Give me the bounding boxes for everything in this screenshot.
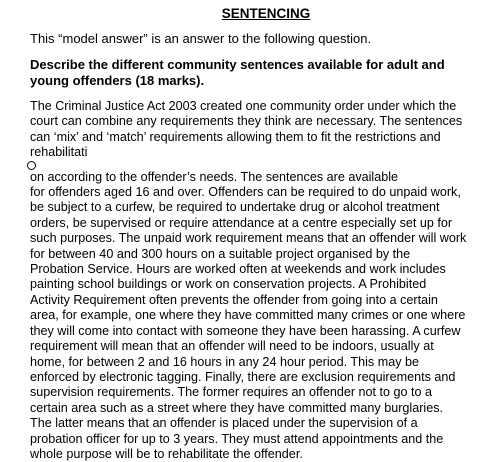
answer-line: Activity Requirement often prevents the offender from going into a certain [30,292,438,307]
answer-line-suffix: on according to the offender’s needs. The sentences are available [30,169,399,184]
answer-line: whole purpose will be to rehabilitate the offender. [30,446,303,461]
answer-line: orders, be supervised or require attendance at a centre especially set up for [30,215,453,230]
answer-line: The Criminal Justice Act 2003 created one community order under which the [30,99,457,113]
answer-line: Probation Service. Hours are worked often at weekends and work includes [30,262,446,277]
document-title: SENTENCING [221,6,311,21]
question-line: Describe the different community sentences available for adult and [30,57,445,72]
answer-line: requirement will mean that an offender will need to be indoors, usually at [30,339,434,354]
answer-line: can ‘mix’ and ‘match’ requirements allowing them to fit the restrictions and [30,129,441,144]
answer-line: court can combine any requirements they think are necessary. The sentences [30,114,463,129]
answer-line: area, for example, one where they have committed many crimes or one where [30,308,466,323]
answer-line: The latter means that an offender is placed under the supervision of a [30,416,418,431]
cursor-circle-icon [27,161,36,170]
answer-line: home, for between 2 and 16 hours in any 24 hour period. This may be [30,354,420,369]
answer-paragraph [30,99,488,462]
answer-line: for between 40 and 300 hours on a suitable project organised by the [30,246,411,261]
answer-line: they will come into contact with someone they have been harassing. A curfew [30,323,461,338]
intro-text: This “model answer” is an answer to the following question. [30,31,372,46]
answer-line-prefix: rehabilitati [30,145,88,160]
answer-line: probation officer for up to 3 years. They must attend appointments and the [30,431,444,446]
question-line: young offenders (18 marks). [30,73,205,88]
answer-line: certain area such as a street where they have committed many burglaries. [30,400,443,415]
answer-line: for offenders aged 16 and over. Offenders can be required to do unpaid work, [30,185,461,200]
answer-line: such purposes. The unpaid work requirement means that an offender will work [30,231,467,246]
answer-line: supervision requirements. The former requires an offender not to go to a [30,385,433,400]
answer-line [30,145,488,185]
answer-line: be subject to a curfew, be required to undertake drug or alcohol treatment [30,200,440,215]
answer-line: enforced by electronic tagging. Finally, there are exclusion requirements and [30,369,456,384]
answer-line: painting school buildings or work on conservation projects. A Prohibited [30,277,427,292]
question-text [30,57,488,89]
